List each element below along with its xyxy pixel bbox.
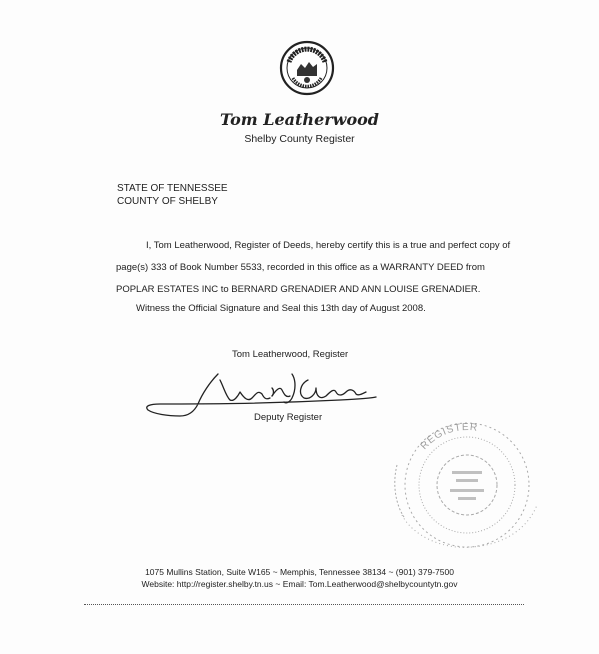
deputy-register-label: Deputy Register	[254, 412, 323, 423]
footer-address: 1075 Mullins Station, Suite W165 ~ Memphis, Tennessee 38134 ~ (901) 379-7500	[145, 567, 454, 577]
county-seal-icon	[279, 40, 335, 96]
footer-contact: Website: http://register.shelby.tn.us ~ Email: Tom.Leatherwood@shelbycountytn.gov	[141, 579, 458, 589]
certification-line-2: page(s) 333 of Book Number 5533, recorded in this office as a WARRANTY DEED from	[116, 262, 485, 273]
witness-line: Witness the Official Signature and Seal this 13th day of August 2008.	[136, 303, 426, 314]
signatory-register-name: Tom Leatherwood, Register	[232, 349, 349, 360]
footer-divider	[84, 604, 524, 605]
stamp-text: REGISTER	[418, 421, 479, 452]
register-embossed-seal-icon	[382, 405, 552, 555]
certification-line-3: POPLAR ESTATES INC to BERNARD GRENADIER AND ANN LOUISE GRENADIER.	[116, 284, 481, 295]
certification-line-1: I, Tom Leatherwood, Register of Deeds, hereby certify this is a true and perfect copy of	[146, 240, 511, 251]
venue-county: COUNTY OF SHELBY	[117, 196, 218, 207]
register-name-title: Tom Leatherwood	[220, 110, 379, 129]
venue-state: STATE OF TENNESSEE	[117, 183, 228, 194]
office-title: Shelby County Register	[244, 133, 355, 145]
